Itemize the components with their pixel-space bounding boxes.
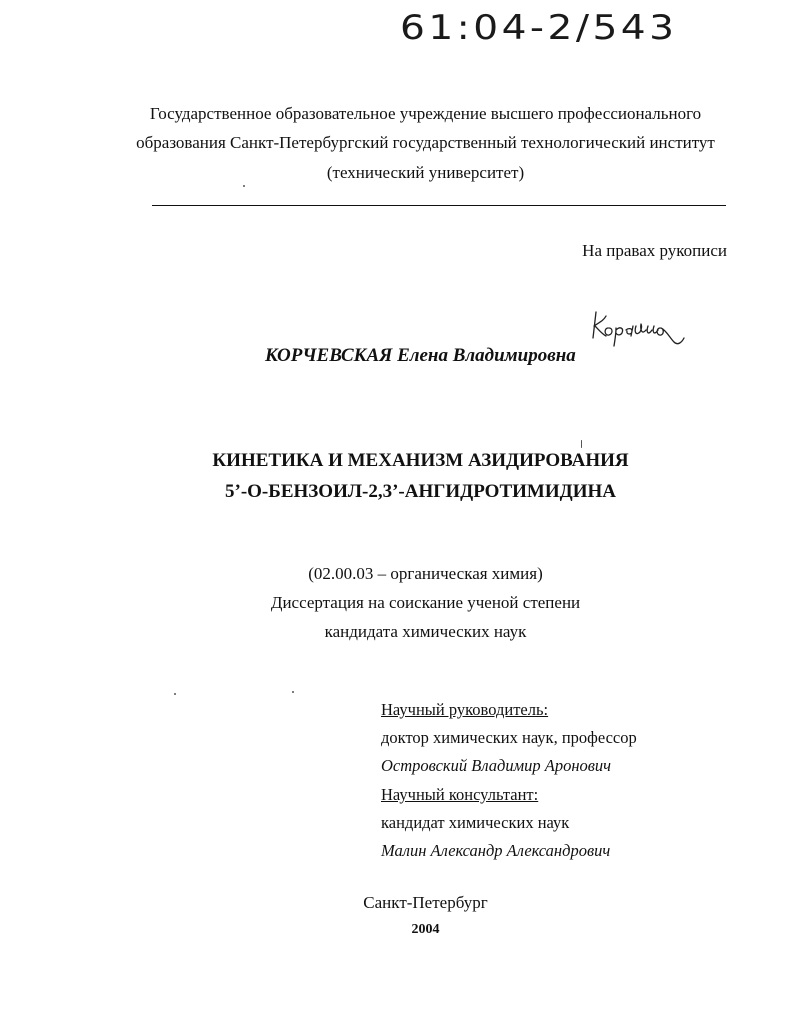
scan-speck bbox=[174, 693, 176, 695]
degree-line-2: кандидата химических наук bbox=[324, 622, 527, 641]
year: 2004 bbox=[411, 922, 440, 937]
scan-speck bbox=[243, 185, 245, 187]
scan-speck bbox=[292, 691, 294, 693]
consultant-name: Малин Александр Александрович bbox=[381, 841, 611, 860]
consultant-heading: Научный консультант: bbox=[381, 785, 539, 804]
specialty: (02.00.03 – органическая химия) bbox=[308, 564, 543, 583]
header-divider bbox=[152, 205, 726, 206]
title-line-1: КИНЕТИКА И МЕХАНИЗМ АЗИДИРОВАНИЯ bbox=[212, 450, 629, 471]
institution-line-2: образования Санкт-Петербургский государственный технологический институт bbox=[136, 133, 715, 152]
manuscript-rights: На правах рукописи bbox=[582, 241, 727, 260]
city: Санкт-Петербург bbox=[363, 893, 488, 912]
author-name: КОРЧЕВСКАЯ Елена Владимировна bbox=[265, 345, 576, 366]
degree-line-1: Диссертация на соискание ученой степени bbox=[270, 593, 581, 612]
title-line-2: 5’-О-БЕНЗОИЛ-2,3’-АНГИДРОТИМИДИНА bbox=[225, 481, 616, 502]
supervisor-heading: Научный руководитель: bbox=[381, 700, 549, 719]
supervisor-credentials: доктор химических наук, профессор bbox=[381, 728, 637, 747]
supervisor-name: Островский Владимир Аронович bbox=[381, 756, 612, 775]
institution-line-1: Государственное образовательное учреждение высшего профессионального bbox=[149, 104, 702, 123]
catalog-number: 61:04-2/543 bbox=[400, 8, 678, 48]
signature bbox=[590, 308, 690, 348]
scan-speck bbox=[581, 440, 582, 448]
consultant-credentials: кандидат химических наук bbox=[381, 813, 570, 832]
institution-line-3: (технический университет) bbox=[326, 163, 525, 182]
